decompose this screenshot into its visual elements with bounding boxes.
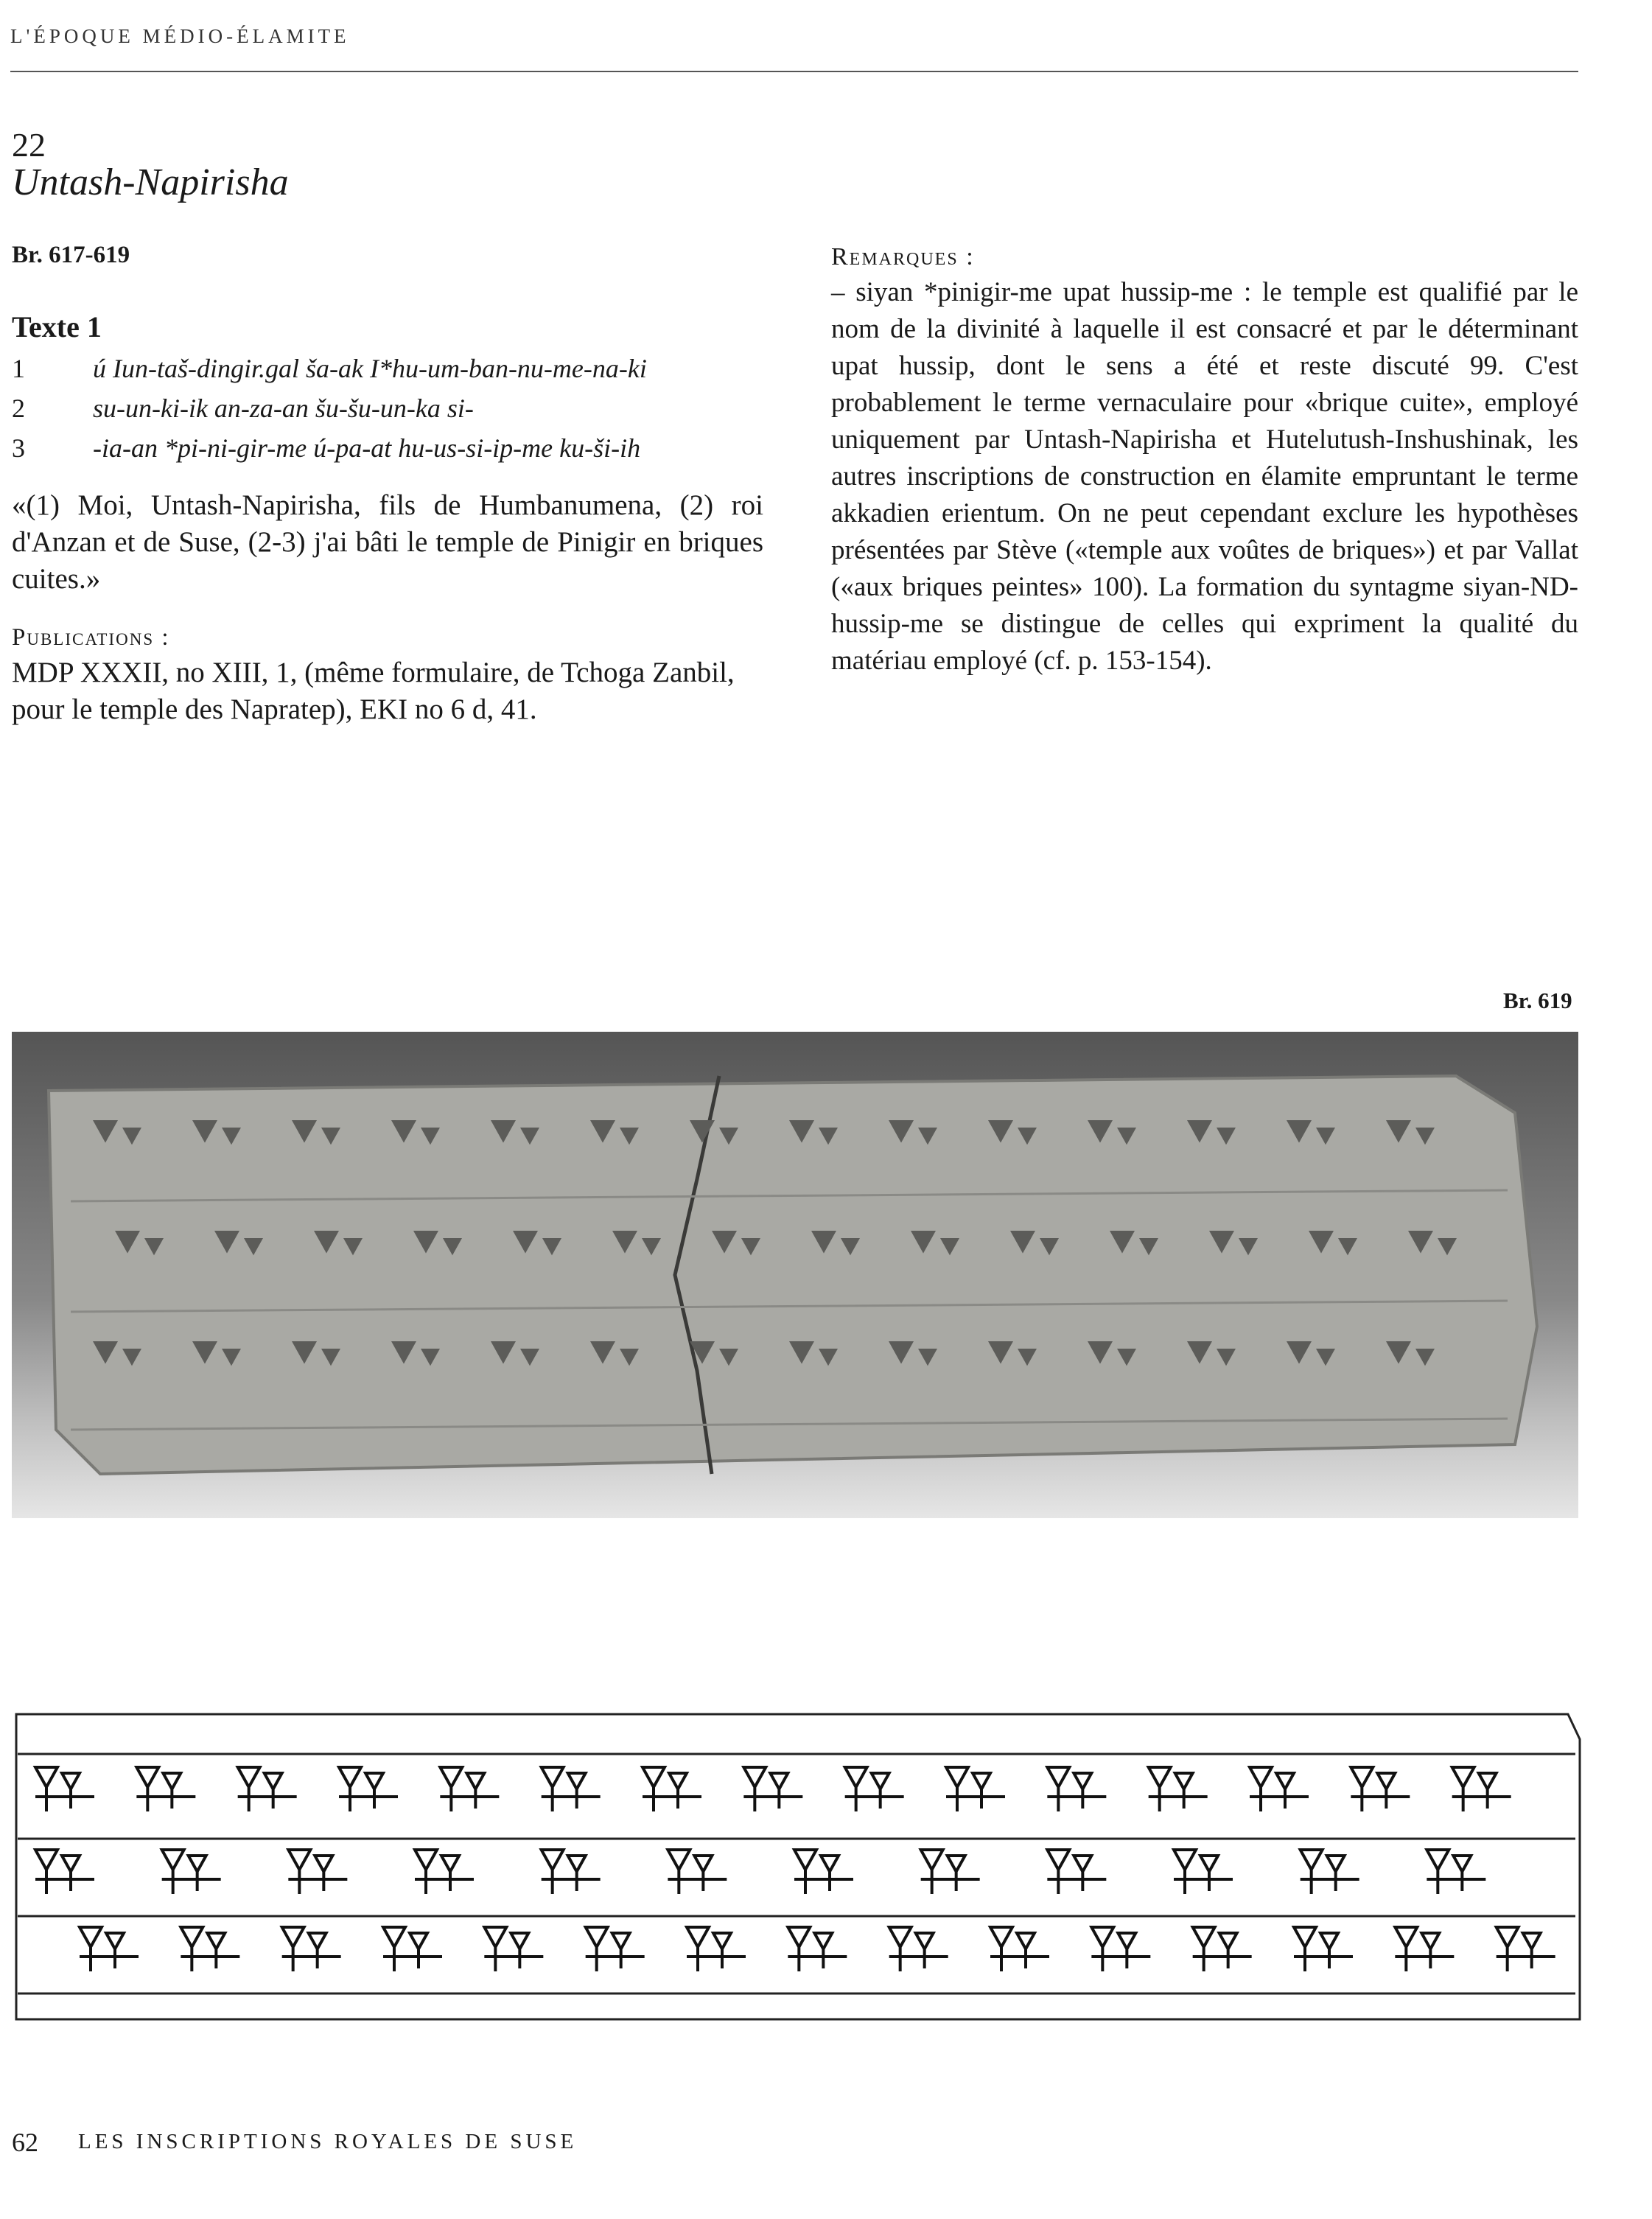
cuneiform-wedge <box>1479 1773 1497 1809</box>
cuneiform-wedge <box>973 1773 990 1809</box>
cuneiform-wedge <box>189 1856 206 1891</box>
cuneiform-wedge <box>1427 1850 1449 1894</box>
cuneiform-wedge <box>821 1856 839 1891</box>
cuneiform-wedge <box>136 1767 158 1811</box>
cuneiform-wedge <box>1320 1933 1338 1968</box>
cuneiform-wedge <box>669 1773 687 1809</box>
cuneiform-wedge <box>1118 1933 1135 1968</box>
cuneiform-wedge <box>383 1927 405 1971</box>
remarks-heading: Remarques : <box>831 243 975 270</box>
line-text: su-un-ki-ik an-za-an šu-šu-un-ka si- <box>93 394 474 423</box>
cuneiform-wedge <box>265 1773 282 1809</box>
page-number: 62 <box>12 2128 38 2157</box>
left-column <box>12 310 763 728</box>
cuneiform-wedge <box>845 1767 867 1811</box>
translit-line <box>12 349 763 388</box>
cuneiform-wedge <box>238 1767 260 1811</box>
cuneiform-wedge <box>1351 1767 1373 1811</box>
line-number: 3 <box>12 433 25 463</box>
cuneiform-wedge <box>1017 1933 1035 1968</box>
cuneiform-wedge <box>1149 1767 1171 1811</box>
cuneiform-wedge <box>794 1850 816 1894</box>
cuneiform-wedge <box>1453 1856 1471 1891</box>
cuneiform-wedge <box>1174 1850 1196 1894</box>
cuneiform-drawing <box>13 1710 1583 2034</box>
cuneiform-wedge <box>62 1773 80 1809</box>
cuneiform-wedge <box>916 1933 934 1968</box>
cuneiform-wedge <box>1523 1933 1541 1968</box>
entry-number: 22 <box>12 126 46 164</box>
cuneiform-wedge <box>1175 1773 1193 1809</box>
translit-line <box>12 428 763 468</box>
cuneiform-wedge <box>35 1767 57 1811</box>
brick-reference: Br. 617-619 <box>12 242 130 268</box>
cuneiform-wedge <box>288 1850 310 1894</box>
cuneiform-wedge <box>1276 1773 1294 1809</box>
cuneiform-wedge <box>1047 1767 1069 1811</box>
cuneiform-wedge <box>415 1850 437 1894</box>
cuneiform-wedge <box>1219 1933 1237 1968</box>
cuneiform-wedge <box>668 1850 690 1894</box>
line-number: 2 <box>12 394 25 423</box>
cuneiform-wedge <box>872 1773 889 1809</box>
cuneiform-wedge <box>1074 1773 1091 1809</box>
cuneiform-wedge <box>62 1856 80 1891</box>
cuneiform-wedge <box>163 1773 181 1809</box>
cuneiform-wedge <box>770 1773 788 1809</box>
cuneiform-wedge <box>440 1767 462 1811</box>
cuneiform-wedge <box>339 1767 361 1811</box>
cuneiform-wedge <box>990 1927 1012 1971</box>
line-text: -ia-an *pi-ni-gir-me ú-pa-at hu-us-si-ip-me ku-ši-ih <box>93 433 641 463</box>
cuneiform-wedge <box>181 1927 203 1971</box>
cuneiform-wedge <box>889 1927 911 1971</box>
cuneiform-wedge <box>1421 1933 1439 1968</box>
cuneiform-wedge <box>511 1933 528 1968</box>
cuneiform-wedge <box>282 1927 304 1971</box>
cuneiform-wedge <box>1091 1927 1113 1971</box>
cuneiform-wedge <box>1074 1856 1091 1891</box>
translit-line <box>12 388 763 428</box>
header-rule <box>10 71 1578 72</box>
cuneiform-wedge <box>568 1773 586 1809</box>
right-column <box>831 243 1578 679</box>
cuneiform-wedge <box>484 1927 506 1971</box>
line-text: ú Iun-taš-dingir.gal ša-ak I*hu-um-ban-nu-me-na-ki <box>93 354 647 383</box>
cuneiform-wedge <box>586 1927 608 1971</box>
cuneiform-wedge <box>207 1933 225 1968</box>
cuneiform-wedge <box>814 1933 832 1968</box>
texte-heading: Texte 1 <box>12 310 102 343</box>
cuneiform-wedge <box>35 1850 57 1894</box>
cuneiform-wedge <box>542 1850 564 1894</box>
cuneiform-wedge <box>612 1933 630 1968</box>
cuneiform-wedge <box>921 1850 943 1894</box>
photo-reference: Br. 619 <box>1503 988 1572 1013</box>
cuneiform-wedge <box>1377 1773 1395 1809</box>
cuneiform-wedge <box>80 1927 102 1971</box>
entry-title: Untash-Napirisha <box>12 161 289 203</box>
cuneiform-wedge <box>466 1773 484 1809</box>
cuneiform-wedge <box>1200 1856 1218 1891</box>
cuneiform-wedge <box>1452 1767 1474 1811</box>
cuneiform-wedge <box>1250 1767 1272 1811</box>
cuneiform-wedge <box>441 1856 459 1891</box>
brick-photo <box>12 1032 1578 1518</box>
cuneiform-wedge <box>948 1856 965 1891</box>
cuneiform-wedge <box>713 1933 731 1968</box>
cuneiform-wedge <box>315 1856 332 1891</box>
cuneiform-wedge <box>1395 1927 1417 1971</box>
cuneiform-wedge <box>694 1856 712 1891</box>
cuneiform-wedge <box>568 1856 586 1891</box>
cuneiform-wedge <box>1497 1927 1519 1971</box>
book-title: LES INSCRIPTIONS ROYALES DE SUSE <box>78 2130 578 2153</box>
cuneiform-wedge <box>1301 1850 1323 1894</box>
cuneiform-wedge <box>1193 1927 1215 1971</box>
cuneiform-wedge <box>946 1767 968 1811</box>
cuneiform-wedge <box>1047 1850 1069 1894</box>
cuneiform-wedge <box>1294 1927 1316 1971</box>
translation: «(1) Moi, Untash-Napirisha, fils de Humbanumena, (2) roi d'Anzan et de Suse, (2-3) j'ai bâti le temple de Pinigir en briques cuites.» <box>12 489 763 595</box>
remarks-body: – siyan *pinigir-me upat hussip-me : le temple est qualifié par le nom de la divinité à laquelle il est consacré et par le déterminant upat hussip, dont le sens a été et reste discuté 99. C'est probablement le terme vernaculaire pour «brique cuite», employé uniquement par Untash-Napirisha et Hutelutush-Inshushinak, les autres inscriptions de construction en élamite empruntant le terme akkadien erientum. On ne peut cependant exclure les hypothèses présentées par Stève («temple aux voûtes de briques») et par Vallat («aux briques peintes» 100). La formation du syntagme siyan-ND-hussip-me se distingue de celles qui expriment la qualité du matériau employé (cf. p. 153-154). <box>831 277 1578 676</box>
publications-body: MDP XXXII, no XIII, 1, (même formulaire, de Tchoga Zanbil, pour le temple des Napratep), EKI no 6 d, 41. <box>12 657 735 725</box>
cuneiform-wedge <box>643 1767 665 1811</box>
cuneiform-wedge <box>542 1767 564 1811</box>
cuneiform-wedge <box>365 1773 383 1809</box>
cuneiform-wedge <box>410 1933 427 1968</box>
publications-heading: Publications : <box>12 624 170 651</box>
line-number: 1 <box>12 354 25 383</box>
cuneiform-wedge <box>788 1927 810 1971</box>
cuneiform-wedge <box>687 1927 709 1971</box>
cuneiform-wedge <box>1327 1856 1345 1891</box>
running-head: L'ÉPOQUE MÉDIO-ÉLAMITE <box>10 25 350 47</box>
cuneiform-wedge <box>106 1933 124 1968</box>
cuneiform-wedge <box>743 1767 766 1811</box>
cuneiform-wedge <box>309 1933 326 1968</box>
cuneiform-wedge <box>162 1850 184 1894</box>
